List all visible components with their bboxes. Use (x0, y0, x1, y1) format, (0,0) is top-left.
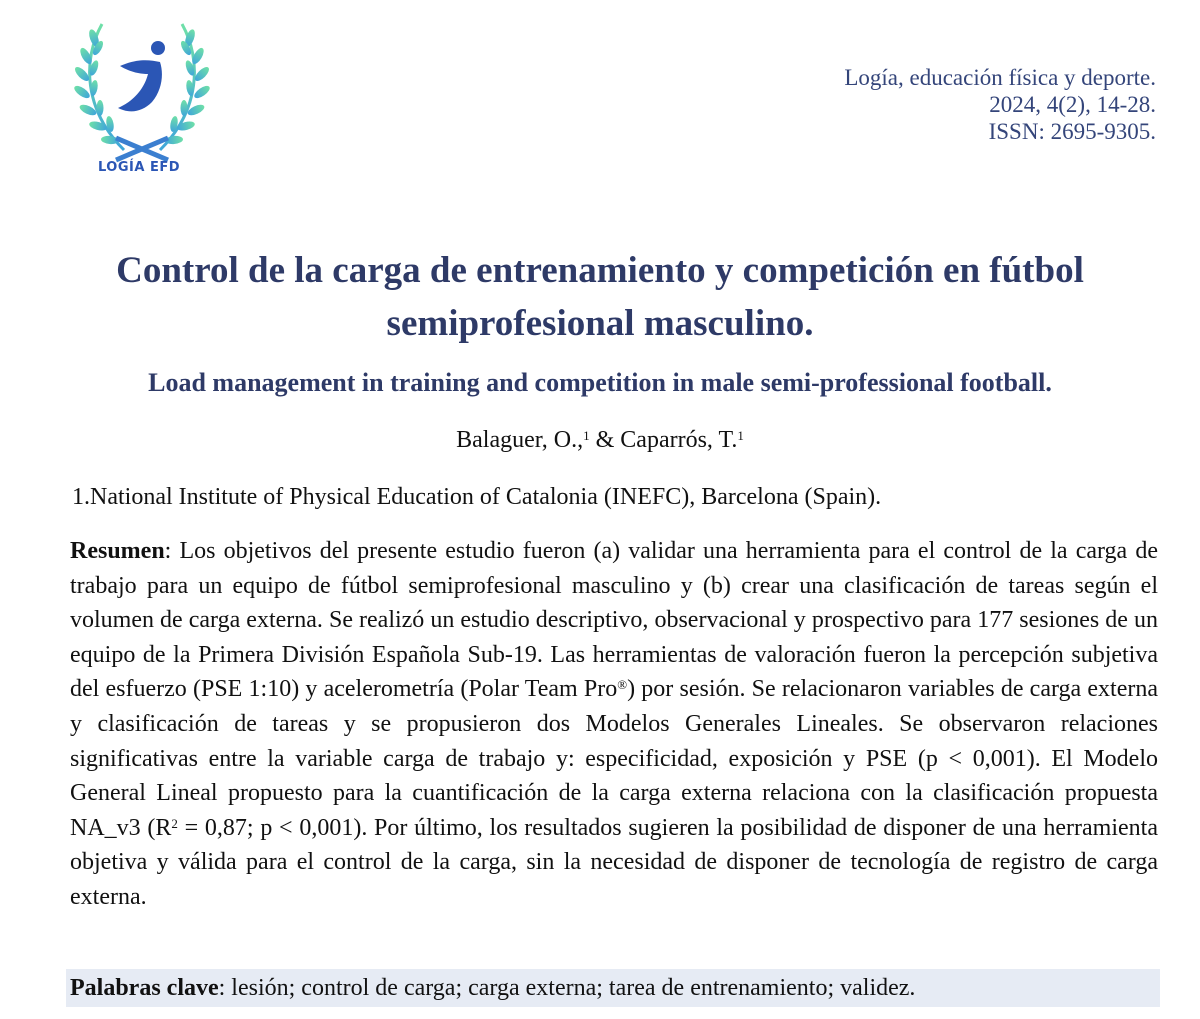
keywords-label: Palabras clave (70, 975, 219, 1001)
paper-title-spanish: Control de la carga de entrenamiento y competición en fútbol semiprofesional masculino. (116, 250, 1084, 344)
logo-text: LOGÍA EFD (97, 160, 181, 175)
registered-mark: ® (617, 677, 628, 693)
author-name: Balaguer, O., (456, 427, 584, 453)
r-squared-superscript: 2 (171, 815, 178, 831)
author-list (40, 424, 1160, 456)
author-name: Caparrós, T. (620, 427, 738, 453)
author-affiliation-marker: 1 (737, 428, 744, 443)
abstract-text: = 0,87; p < 0,001). Por último, los resultados sugieren la posibilidad de disponer de una herramienta objetiva y válida para el control de la carga, sin la necesidad de disponer de tecnología de registro de carga externa. (70, 814, 1158, 910)
journal-volume: 2024, 4(2), 14-28. (989, 92, 1156, 117)
journal-issn: ISSN: 2695-9305. (988, 119, 1156, 144)
abstract-text: : Los objetivos del presente estudio fueron (a) validar una herramienta para el control de la carga de trabajo para un equipo de fútbol semiprofesional masculino y (b) crear una clasificación de tareas según el volumen de carga externa. Se realizó un estudio descriptivo, observacional y prospectivo para 177 sesiones de un equipo de la Primera División Española Sub-19. Las herramientas de valoración fueron la percepción subjetiva del esfuerzo (PSE 1:10) y acelerometría (Polar Team Pro (70, 538, 1158, 703)
affiliation: 1.National Institute of Physical Education of Catalonia (INEFC), Barcelona (Spain). (72, 484, 882, 510)
journal-info (844, 64, 1156, 145)
abstract-text: ) por sesión. Se relacionaron variables de carga externa y clasificación de tareas y se propusieron dos Modelos Generales Lineales. Se observaron relaciones significativas entre la variable carga de trabajo y: especificidad, exposición y PSE (p < 0,001). El Modelo General Lineal propuesto para la cuantificación de la carga externa relaciona con la clasificación propuesta NA_v3 (R (70, 676, 1158, 841)
journal-name: Logía, educación física y deporte. (844, 65, 1156, 90)
journal-logo (64, 10, 220, 182)
author-separator: & (589, 427, 621, 453)
keywords-text: : lesión; control de carga; carga externa; tarea de entrenamiento; validez. (218, 975, 916, 1001)
abstract (70, 534, 1158, 915)
abstract-label: Resumen (70, 538, 165, 564)
paper-title-english: Load management in training and competition in male semi-professional football. (148, 368, 1052, 397)
keywords-box (66, 969, 1160, 1007)
laurel-runner-icon (64, 10, 220, 182)
author-affiliation-marker: 1 (583, 428, 590, 443)
